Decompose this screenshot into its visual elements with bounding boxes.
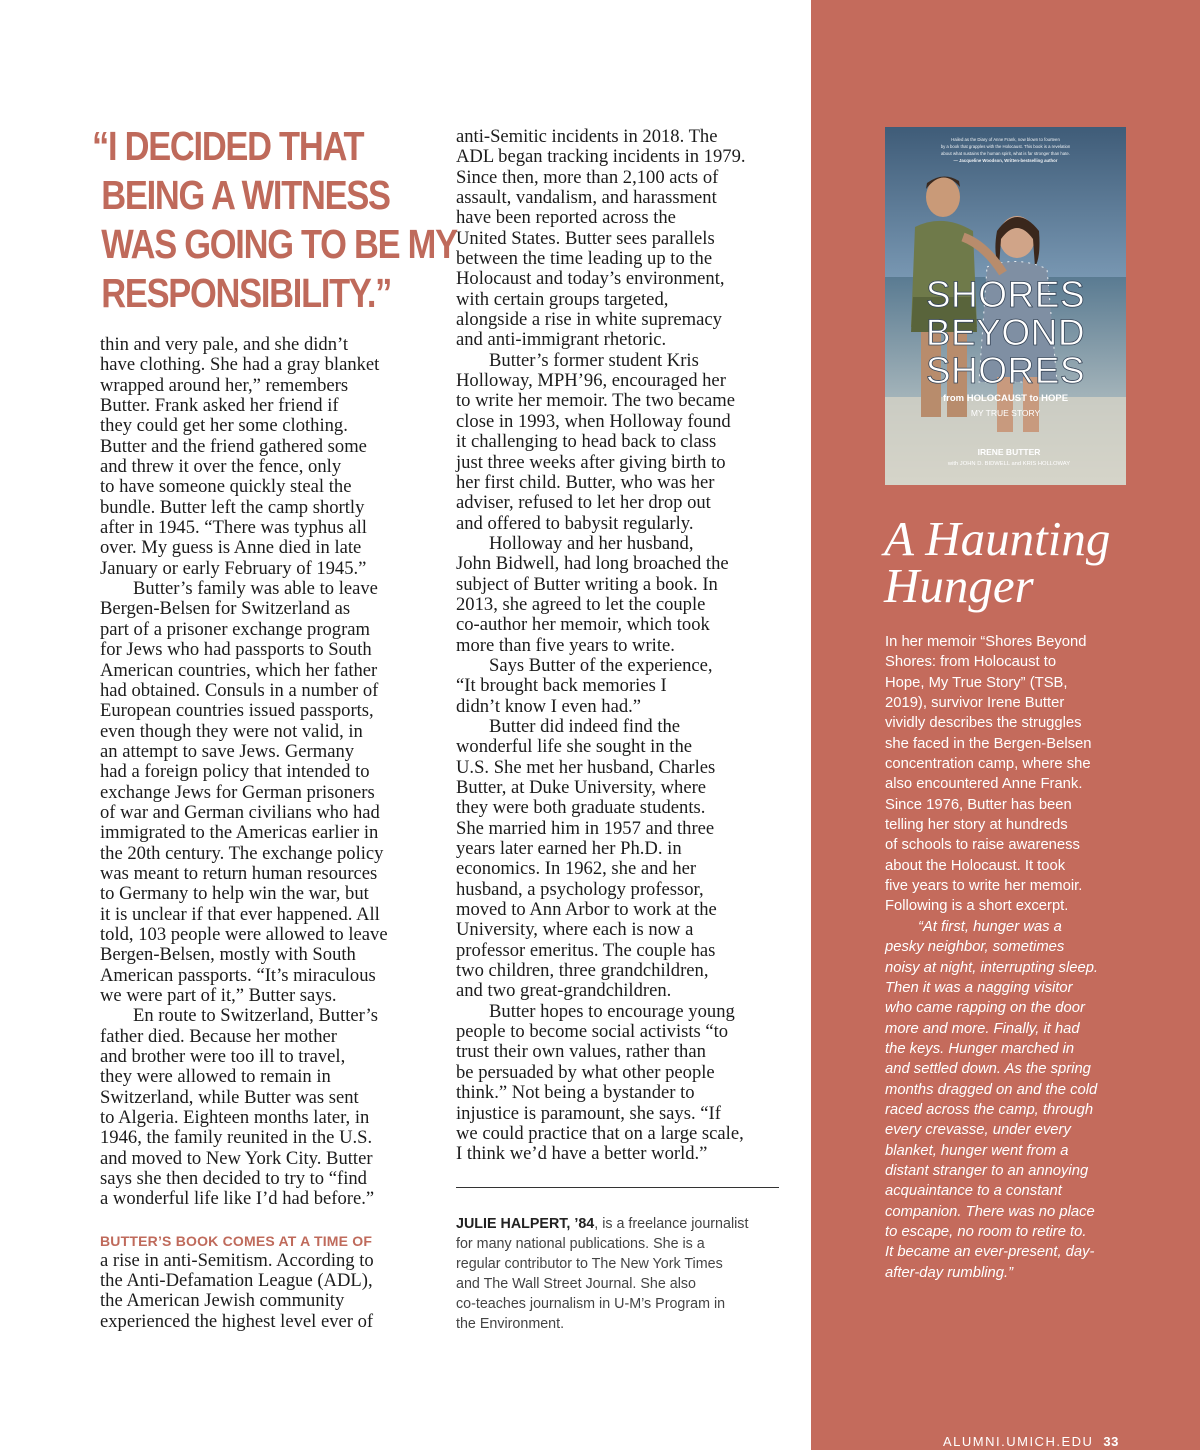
- text-line: years later earned her Ph.D. in: [456, 838, 682, 860]
- text-line: thin and very pale, and she didn’t: [100, 334, 349, 355]
- bio-line: for many national publications. She is a: [456, 1236, 705, 1253]
- text-line: Bergen-Belsen for Switzerland as: [100, 598, 351, 620]
- article-column-1: [100, 335, 435, 1332]
- text-line: of war and German civilians who had: [100, 801, 380, 823]
- paragraph: [456, 1002, 796, 1165]
- text-line: two children, three grandchildren,: [456, 960, 709, 982]
- text-line: to Algeria. Eighteen months later, in: [100, 1107, 370, 1129]
- paragraph: [456, 534, 796, 656]
- text-line: between the time leading up to the: [456, 248, 713, 270]
- bio-line: the Environment.: [456, 1316, 565, 1333]
- text-line: acquaintance to a constant: [885, 1183, 1062, 1200]
- text-line: think.” Not being a bystander to: [456, 1082, 695, 1104]
- text-line: every crevasse, under every: [885, 1122, 1071, 1139]
- text-line: I think we’d have a better world.”: [456, 1143, 708, 1165]
- text-line: and threw it over the fence, only: [100, 456, 342, 478]
- text-line: months dragged on and the cold: [885, 1081, 1098, 1098]
- cover-blurb-line: about what sustains the human spirit, what is far stronger than hate.: [941, 151, 1070, 156]
- text-line: to have someone quickly steal the: [100, 476, 352, 498]
- text-line: after in 1945. “There was typhus all: [100, 517, 367, 539]
- paragraph: [456, 717, 796, 1002]
- page-number: 33: [1103, 1434, 1119, 1449]
- paragraph: [100, 579, 435, 1006]
- text-line: Butter’s family was able to leave: [133, 578, 378, 600]
- cover-title-line: BEYOND: [925, 312, 1086, 353]
- text-line: for Jews who had passports to South: [100, 639, 372, 661]
- pull-quote-line: RESPONSIBILITY.”: [101, 270, 392, 316]
- text-line: “At first, hunger was a: [918, 918, 1062, 935]
- cover-subtitle: from HOLOCAUST to HOPE: [942, 393, 1069, 404]
- text-line: more than five years to write.: [456, 634, 675, 656]
- cover-subtitle-2: MY TRUE STORY: [970, 408, 1041, 418]
- text-line: Butter did indeed find the: [489, 715, 681, 737]
- text-line: who came rapping on the door: [885, 1000, 1085, 1017]
- text-line: University, where each is now a: [456, 919, 694, 941]
- divider-rule: [456, 1187, 779, 1188]
- text-line: In her memoir “Shores Beyond: [885, 634, 1087, 650]
- text-line: Following is a short excerpt.: [885, 898, 1069, 915]
- text-line: January or early February of 1945.”: [100, 557, 367, 579]
- text-line: people to become social activists “to: [456, 1021, 729, 1043]
- text-line: raced across the camp, through: [885, 1101, 1094, 1118]
- text-line: John Bidwell, had long broached the: [456, 553, 729, 575]
- sidebar-title: [884, 511, 1184, 613]
- text-line: to write her memoir. The two became: [456, 390, 735, 412]
- paragraph: [100, 335, 435, 579]
- text-line: En route to Switzerland, Butter’s: [133, 1005, 378, 1027]
- text-line: they were both graduate students.: [456, 797, 706, 819]
- text-line: and moved to New York City. Butter: [100, 1147, 373, 1169]
- book-cover-image: [885, 127, 1126, 485]
- text-line: father died. Because her mother: [100, 1025, 337, 1047]
- text-line: with certain groups targeted,: [456, 288, 669, 310]
- text-line: we were part of it,” Butter says.: [100, 985, 337, 1006]
- text-line: told, 103 people were allowed to leave: [100, 923, 388, 945]
- text-line: the American Jewish community: [100, 1290, 345, 1312]
- text-line: anti-Semitic incidents in 2018. The: [456, 126, 718, 147]
- text-line: experienced the highest level ever of: [100, 1310, 374, 1332]
- text-line: United States. Butter sees parallels: [456, 227, 715, 249]
- text-line: the 20th century. The exchange policy: [100, 842, 384, 864]
- text-line: concentration camp, where she: [885, 756, 1091, 773]
- text-line: 2013, she agreed to let the couple: [456, 593, 706, 615]
- footer-site: ALUMNI.UMICH.EDU: [943, 1434, 1094, 1449]
- text-line: professor emeritus. The couple has: [456, 939, 716, 961]
- paragraph: [456, 127, 796, 351]
- text-line: just three weeks after giving birth to: [456, 451, 726, 473]
- text-line: a wonderful life like I’d had before.”: [100, 1188, 375, 1210]
- bio-line: co-teaches journalism in U-M’s Program in: [456, 1296, 726, 1313]
- text-line: close in 1993, when Holloway found: [456, 410, 731, 432]
- pull-quote-line: BEING A WITNESS: [101, 172, 390, 218]
- sidebar-body: [885, 632, 1175, 1283]
- text-line: they were allowed to remain in: [100, 1066, 331, 1088]
- text-line: have been reported across the: [456, 207, 676, 229]
- text-line: part of a prisoner exchange program: [100, 618, 371, 640]
- text-line: after-day rumbling.”: [885, 1264, 1014, 1281]
- text-line: also encountered Anne Frank.: [885, 776, 1083, 793]
- text-line: American countries, which her father: [100, 659, 378, 681]
- text-line: vividly describes the struggles: [885, 715, 1082, 732]
- text-line: Says Butter of the experience,: [489, 654, 713, 676]
- text-line: and settled down. As the spring: [885, 1061, 1091, 1078]
- text-line: Butter hopes to encourage young: [489, 1000, 735, 1022]
- text-line: American passports. “It’s miraculous: [100, 964, 376, 986]
- text-line: says she then decided to try to “find: [100, 1168, 367, 1190]
- text-line: immigrated to the Americas earlier in: [100, 822, 379, 844]
- text-line: wonderful life she sought in the: [456, 736, 692, 758]
- text-line: the keys. Hunger marched in: [885, 1040, 1075, 1057]
- text-line: bundle. Butter left the camp shortly: [100, 496, 365, 518]
- text-line: Switzerland, while Butter was sent: [100, 1086, 359, 1108]
- bio-first-line: , is a freelance journalist: [594, 1216, 749, 1232]
- cover-author: IRENE BUTTER: [977, 447, 1041, 457]
- text-line: blanket, hunger went from a: [885, 1142, 1069, 1159]
- text-line: didn’t know I even had.”: [456, 695, 642, 717]
- text-line: telling her story at hundreds: [885, 817, 1068, 834]
- text-line: Hope, My True Story” (TSB,: [885, 674, 1068, 691]
- text-line: husband, a psychology professor,: [456, 878, 704, 900]
- cover-blurb-line: Hailed as the Diary of Anne Frank, now blown to fourteen: [951, 137, 1060, 142]
- text-line: be persuaded by what other people: [456, 1061, 715, 1083]
- text-line: Bergen-Belsen, mostly with South: [100, 944, 356, 966]
- text-line: co-author her memoir, which took: [456, 614, 710, 636]
- author-name: JULIE HALPERT, ’84: [456, 1216, 595, 1232]
- text-line: Then it was a nagging visitor: [885, 979, 1073, 996]
- text-line: and offered to babysit regularly.: [456, 512, 694, 534]
- text-line: Since then, more than 2,100 acts of: [456, 166, 719, 188]
- text-line: and anti-immigrant rhetoric.: [456, 329, 667, 351]
- text-line: economics. In 1962, she and her: [456, 858, 697, 880]
- paragraph: [100, 1006, 435, 1209]
- text-line: Holloway, MPH’96, encouraged her: [456, 370, 726, 392]
- text-line: have clothing. She had a gray blanket: [100, 354, 380, 376]
- text-line: it is unclear if that ever happened. All: [100, 903, 380, 925]
- text-line: Since 1976, Butter has been: [885, 796, 1072, 813]
- text-line: injustice is paramount, she says. “If: [456, 1102, 721, 1124]
- cover-blurb-line: by a book that grapples with the Holocaust. This book is a revelation: [940, 144, 1071, 149]
- text-line: It became an ever-present, day-: [885, 1244, 1095, 1261]
- paragraph: [456, 351, 796, 534]
- cover-title-line: SHORES: [925, 350, 1086, 391]
- text-line: alongside a rise in white supremacy: [456, 309, 722, 331]
- text-line: the Anti-Defamation League (ADL),: [100, 1270, 373, 1292]
- text-line: trust their own values, rather than: [456, 1041, 706, 1063]
- section-subhead: BUTTER’S BOOK COMES AT A TIME OF: [100, 1232, 373, 1249]
- bio-line: regular contributor to The New York Times: [456, 1256, 723, 1273]
- text-line: it challenging to head back to class: [456, 431, 717, 453]
- sidebar-title-line: A Haunting: [884, 511, 1111, 566]
- text-line: Holocaust and today’s environment,: [456, 268, 725, 290]
- text-line: Butter. Frank asked her friend if: [100, 395, 339, 417]
- text-line: we could practice that on a large scale,: [456, 1122, 744, 1144]
- cover-blurb-line: — Jacqueline Woodson, Written-bestselling author: [953, 158, 1058, 163]
- article-column-2: [456, 127, 796, 1165]
- pull-quote-line: “I DECIDED THAT: [92, 123, 364, 169]
- text-line: over. My guess is Anne died in late: [100, 537, 362, 559]
- pull-quote-line: WAS GOING TO BE MY: [101, 221, 457, 267]
- text-line: wrapped around her,” remembers: [100, 374, 349, 396]
- text-line: even though they were not valid, in: [100, 720, 363, 742]
- text-line: adviser, refused to let her drop out: [456, 492, 711, 514]
- text-line: moved to Ann Arbor to work at the: [456, 899, 717, 921]
- text-line: more and more. Finally, it had: [885, 1020, 1080, 1037]
- text-line: and brother were too ill to travel,: [100, 1046, 346, 1068]
- text-line: Holloway and her husband,: [489, 532, 694, 554]
- text-line: Butter, at Duke University, where: [456, 777, 707, 798]
- text-line: a rise in anti-Semitism. According to: [100, 1249, 374, 1271]
- text-line: they could get her some clothing.: [100, 415, 348, 437]
- text-line: pesky neighbor, sometimes: [885, 939, 1065, 956]
- text-line: about the Holocaust. It took: [885, 857, 1066, 874]
- cover-coauthors: with JOHN D. BIDWELL and KRIS HOLLOWAY: [947, 461, 1071, 467]
- page-footer: [943, 1434, 1119, 1452]
- text-line: 1946, the family reunited in the U.S.: [100, 1127, 373, 1149]
- text-line: She married him in 1957 and three: [456, 817, 715, 839]
- cover-title-line: SHORES: [925, 274, 1086, 315]
- text-line: to Germany to help win the war, but: [100, 883, 369, 905]
- text-line: distant stranger to an annoying: [885, 1162, 1089, 1179]
- text-line: Butter and the friend gathered some: [100, 435, 367, 457]
- text-line: five years to write her memoir.: [885, 878, 1083, 895]
- text-line: an attempt to save Jews. Germany: [100, 740, 355, 762]
- text-line: noisy at night, interrupting sleep.: [885, 959, 1099, 976]
- text-line: she faced in the Bergen-Belsen: [885, 735, 1092, 752]
- sidebar-title-line: Hunger: [884, 558, 1034, 613]
- text-line: had a foreign policy that intended to: [100, 761, 370, 783]
- text-line: to escape, no room to retire to.: [885, 1223, 1087, 1240]
- text-line: U.S. She met her husband, Charles: [456, 756, 716, 778]
- text-line: Butter’s former student Kris: [489, 349, 699, 371]
- text-line: European countries issued passports,: [100, 700, 374, 722]
- text-line: exchange Jews for German prisoners: [100, 781, 375, 803]
- text-line: companion. There was no place: [885, 1203, 1095, 1220]
- text-line: Shores: from Holocaust to: [885, 654, 1057, 671]
- text-line: had obtained. Consuls in a number of: [100, 679, 379, 701]
- author-bio: [456, 1214, 786, 1335]
- text-line: subject of Butter writing a book. In: [456, 573, 718, 595]
- text-line: was meant to return human resources: [100, 862, 378, 884]
- text-line: ADL began tracking incidents in 1979.: [456, 146, 746, 168]
- bio-line: and The Wall Street Journal. She also: [456, 1276, 697, 1293]
- text-line: her first child. Butter, who was her: [456, 471, 715, 493]
- paragraph: [456, 656, 796, 717]
- text-line: 2019), survivor Irene Butter: [885, 695, 1065, 712]
- pull-quote: [92, 122, 457, 318]
- text-line: and two great-grandchildren.: [456, 980, 672, 1002]
- text-line: of schools to raise awareness: [885, 837, 1080, 854]
- text-line: assault, vandalism, and harassment: [456, 187, 717, 209]
- text-line: “It brought back memories I: [456, 675, 667, 697]
